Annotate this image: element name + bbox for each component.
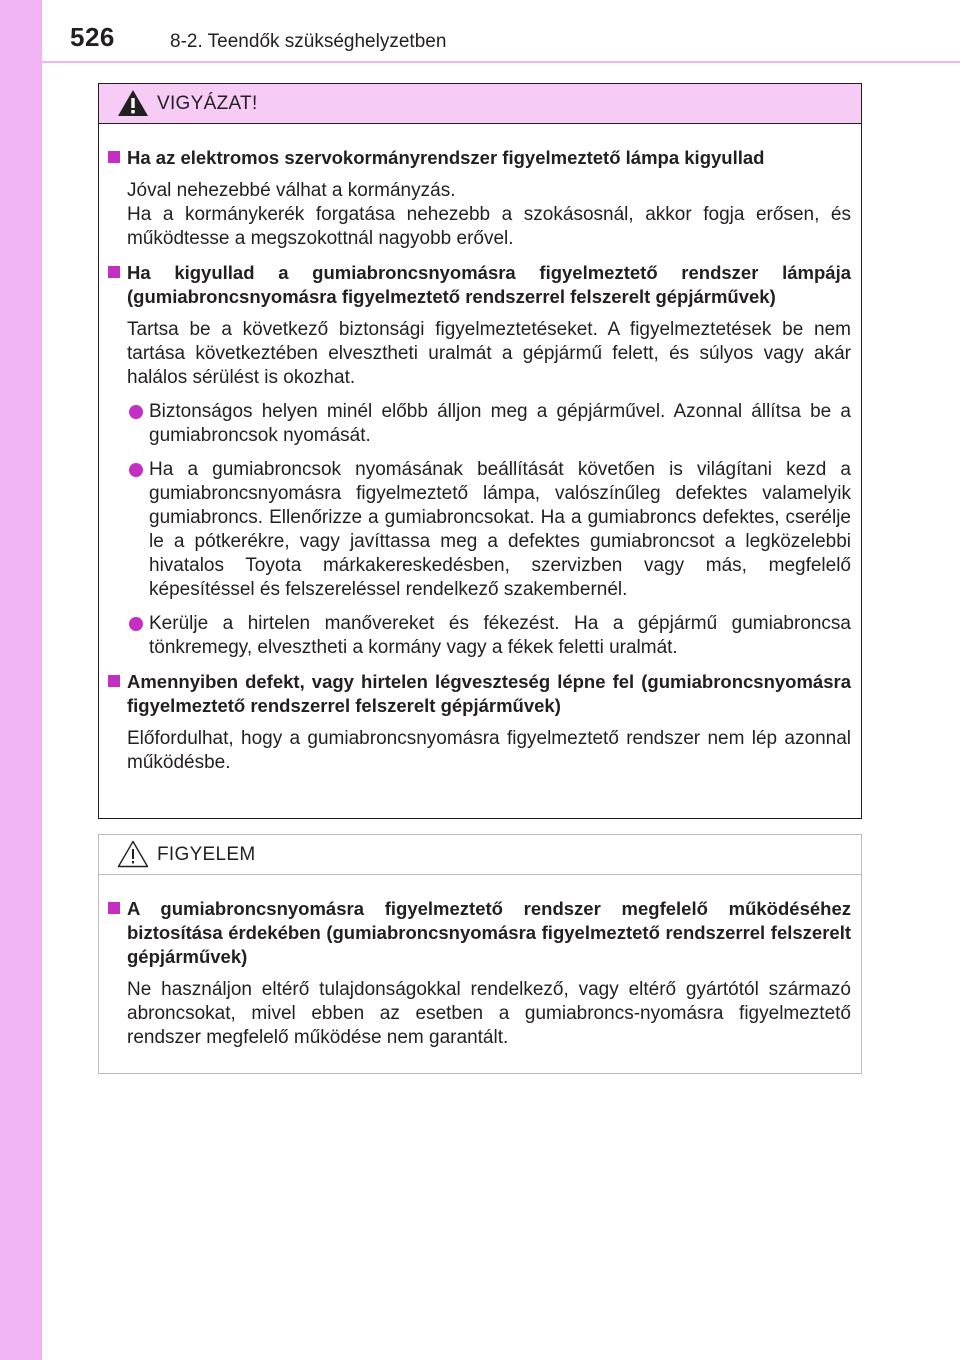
square-bullet-icon — [108, 266, 120, 278]
section-heading — [105, 670, 851, 718]
warning-triangle-filled-icon — [117, 88, 149, 118]
side-strip — [0, 0, 42, 1360]
circle-bullet-icon — [129, 405, 143, 419]
list-item-text: Biztonságos helyen minél előbb álljon meg a gépjárművel. Azonnal állítsa be a gumiabroncsok nyomását. — [149, 401, 851, 446]
circle-bullet-icon — [129, 617, 143, 631]
list-item-text: Kerülje a hirtelen manővereket és fékezést. Ha a gépjármű gumiabroncsa tönkremegy, elvesztheti a kormány vagy a fékek feletti uralmát. — [149, 613, 851, 658]
caution-body — [99, 124, 861, 775]
section-heading-text: Ha kigyullad a gumiabroncsnyomásra figyelmeztető rendszer lámpája (gumiabroncsnyomásra figyelmeztető rendszerrel felszerelt gépjárművek) — [127, 262, 851, 307]
section-heading — [105, 261, 851, 309]
square-bullet-icon — [108, 675, 120, 687]
page-number: 526 — [70, 22, 115, 52]
list-item — [105, 612, 851, 660]
list-item — [105, 400, 851, 448]
paragraph-text: Tartsa be a következő biztonsági figyelmeztetéseket. A figyelmeztetések be nem tartása következtében elvesztheti uralmát a gépjármű felett, és súlyos vagy akár halálos sérülést is okozhat. — [127, 319, 851, 388]
paragraph — [105, 179, 851, 203]
circle-bullet-icon — [129, 463, 143, 477]
square-bullet-icon — [108, 902, 120, 914]
paragraph-text: Ne használjon eltérő tulajdonságokkal rendelkező, vagy eltérő gyártótól származó abroncsokat, mivel ebben az esetben a gumiabroncs-nyomásra figyelmeztető rendszer megfelelő működése nem garantált. — [127, 979, 851, 1048]
chapter-title: 8-2. Teendők szükséghelyzetben — [170, 31, 447, 52]
notice-title: FIGYELEM — [157, 844, 256, 865]
section-heading-text: Amennyiben defekt, vagy hirtelen légveszteség lépne fel (gumiabroncsnyomásra figyelmeztető rendszerrel felszerelt gépjárművek) — [127, 671, 851, 716]
square-bullet-icon — [108, 151, 120, 163]
caution-title: VIGYÁZAT! — [157, 93, 258, 114]
paragraph — [105, 203, 851, 251]
paragraph — [105, 727, 851, 775]
list-item-text: Ha a gumiabroncsok nyomásának beállítását követően is világítani kezd a gumiabroncsnyomásra figyelmeztető lámpa, valószínűleg defektes valamelyik gumiabroncs. Ellenőrizze a gumiabroncsokat. Ha a gumiabroncs defektes, cserélje le a pótkerékre, vagy javíttassa meg a defektes gumiabroncsot a legközelebbi hivatalos Toyota márkakereskedésben, szervizben vagy más, megfelelő képesítéssel és felszereléssel rendelkező szakembernél. — [149, 459, 851, 600]
paragraph-text: Jóval nehezebbé válhat a kormányzás. — [127, 180, 456, 201]
header-rule — [42, 61, 960, 63]
paragraph-text: Ha a kormánykerék forgatása nehezebb a szokásosnál, akkor fogja erősen, és működtesse a megszokottnál nagyobb erővel. — [127, 204, 851, 249]
section-heading-text: Ha az elektromos szervokormányrendszer figyelmeztető lámpa kigyullad — [127, 147, 765, 168]
paragraph — [105, 318, 851, 390]
notice-header — [99, 835, 861, 875]
warning-triangle-outline-icon — [117, 839, 149, 869]
section-heading-text: A gumiabroncsnyomásra figyelmeztető rendszer megfelelő működéséhez biztosítása érdekében (gumiabroncsnyomásra figyelmeztető rendszerrel felszerelt gépjárművek) — [127, 898, 851, 967]
paragraph — [105, 978, 851, 1050]
notice-body — [99, 875, 861, 1050]
section-heading — [105, 897, 851, 969]
notice-panel — [98, 834, 862, 1074]
caution-header — [99, 84, 861, 124]
list-item — [105, 458, 851, 602]
caution-panel — [98, 83, 862, 819]
paragraph-text: Előfordulhat, hogy a gumiabroncsnyomásra figyelmeztető rendszer nem lép azonnal működésbe. — [127, 728, 851, 773]
section-heading — [105, 146, 851, 170]
